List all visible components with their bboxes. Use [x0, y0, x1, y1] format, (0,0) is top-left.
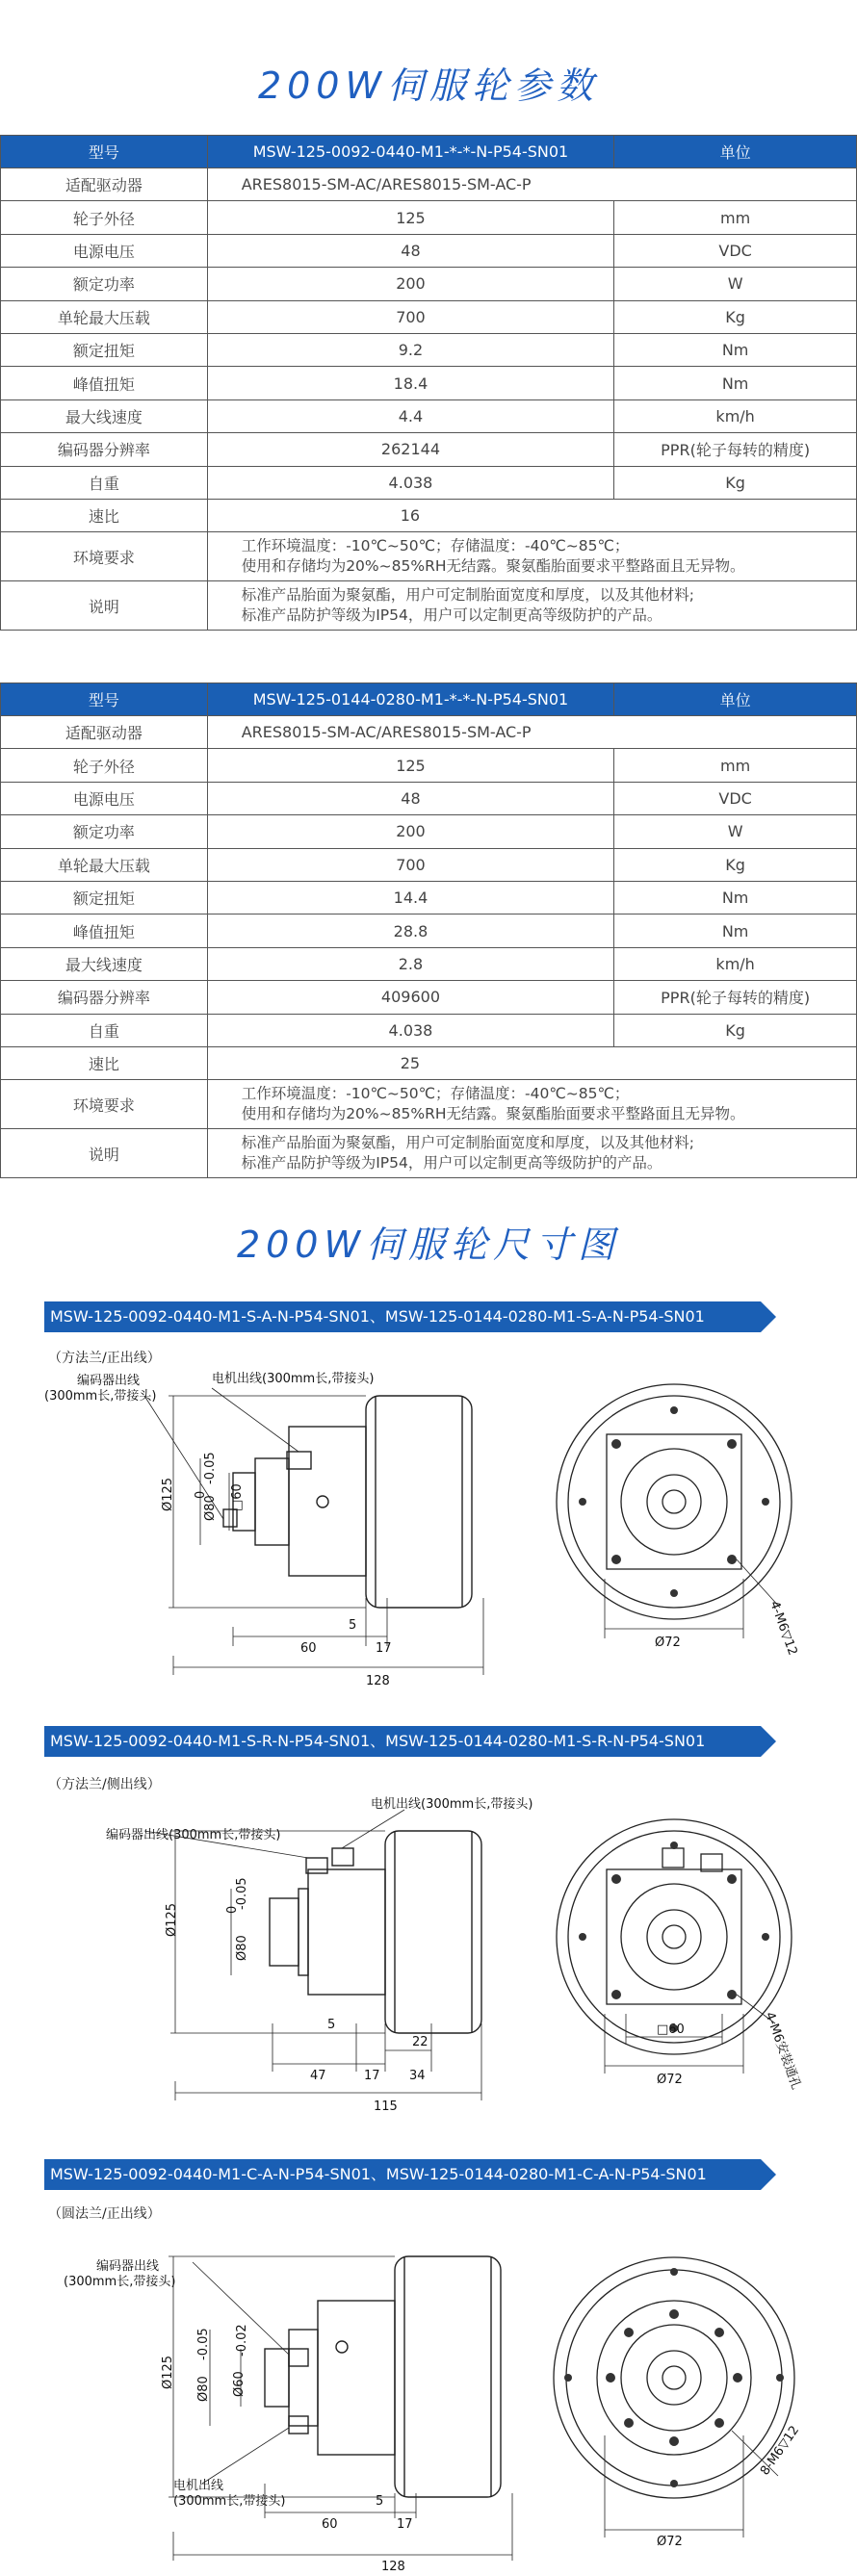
row-unit: Nm: [614, 333, 857, 366]
row-value: 4.4: [207, 399, 614, 432]
table-row: [1, 914, 857, 947]
dim-115: 115: [374, 2099, 398, 2114]
dims-title: 200W伺服轮尺寸图: [236, 1224, 621, 1266]
env-line-2: 使用和存储均为20%~85%RH无结露。聚氨酯胎面要求平整路面且无异物。: [241, 1105, 745, 1123]
dim-d72: Ø72: [657, 2535, 683, 2549]
side-view-1: [223, 1396, 472, 1608]
row-label: 电源电压: [1, 234, 208, 267]
front-dims-2: [605, 1995, 775, 2074]
row-unit: Nm: [614, 914, 857, 947]
motor-connector: [332, 1848, 353, 1866]
row-label: 适配驱动器: [1, 168, 208, 201]
row-label: 速比: [1, 499, 208, 531]
dim-d125: Ø125: [161, 2355, 175, 2389]
row-unit: Kg: [614, 300, 857, 333]
table-row: [1, 268, 857, 300]
row-unit: VDC: [614, 234, 857, 267]
dim-d72: Ø72: [657, 2073, 683, 2087]
table-row: [1, 433, 857, 466]
table-row: [1, 881, 857, 914]
table-row: [1, 1129, 857, 1178]
table-row: [1, 234, 857, 267]
wheel-tire: [385, 1831, 481, 2033]
drawing-1: [0, 1367, 857, 1694]
encoder-label-2: (300mm长,带接头): [64, 2275, 176, 2289]
dimension-lines-1: [144, 1388, 483, 1675]
row-value: 18.4: [207, 367, 614, 399]
table-row: [1, 1046, 857, 1079]
table-row: [1, 1014, 857, 1046]
row-unit: PPR(轮子每转的精度): [614, 981, 857, 1014]
table-row: [1, 399, 857, 432]
row-unit: W: [614, 268, 857, 300]
row-value: 200: [207, 815, 614, 848]
row-label: 峰值扭矩: [1, 367, 208, 399]
side-view-3: [265, 2256, 501, 2497]
row-unit: PPR(轮子每转的精度): [614, 433, 857, 466]
row-value: 28.8: [207, 914, 614, 947]
table-row: [1, 367, 857, 399]
table-header-row: [1, 683, 857, 716]
row-unit: Kg: [614, 1014, 857, 1046]
table-row: [1, 300, 857, 333]
side-view-2: [270, 1831, 481, 2033]
bolt-holes-2: [579, 1842, 769, 2032]
dim-17: 17: [364, 2069, 380, 2083]
drawing-note-1: （方法兰/正出线）: [48, 1351, 161, 1366]
table-row: [1, 815, 857, 848]
dim-17: 17: [376, 1641, 392, 1656]
row-label: 适配驱动器: [1, 716, 208, 749]
table-row: [1, 1080, 857, 1129]
encoder-label-1: 编码器出线: [77, 1374, 141, 1388]
row-label: 轮子外径: [1, 201, 208, 234]
params-title: 200W伺服轮参数: [257, 64, 600, 107]
holes-label: 8-M6▽12: [757, 2423, 803, 2479]
flange: [255, 1458, 289, 1545]
drawing-banner-1: MSW-125-0092-0440-M1-S-A-N-P54-SN01、MSW-125-0144-0280-M1-S-A-N-P54-SN01: [44, 1301, 761, 1332]
shaft-housing: [265, 2349, 289, 2407]
header-unit: 单位: [614, 683, 857, 716]
table-row: [1, 201, 857, 234]
desc-line-1: 标准产品胎面为聚氨酯，用户可定制胎面宽度和厚度，以及其他材料;: [241, 586, 694, 605]
dim-d80: Ø80: [235, 1935, 249, 1961]
front-view-2: [557, 1819, 792, 2054]
row-value: 2.8: [207, 947, 614, 980]
drawing-2: [0, 1792, 857, 2120]
holes-label: 4-M6▽12: [766, 1599, 800, 1658]
spec-table-2: [0, 683, 857, 1178]
row-unit: mm: [614, 749, 857, 782]
row-label: 最大线速度: [1, 947, 208, 980]
dim-128: 128: [381, 2560, 405, 2574]
encoder-label-2: (300mm长,带接头): [44, 1389, 157, 1404]
row-unit: Nm: [614, 367, 857, 399]
dim-tol: -0.05: [196, 2328, 211, 2360]
row-value: ARES8015-SM-AC/ARES8015-SM-AC-P: [207, 168, 856, 201]
row-label: 编码器分辨率: [1, 981, 208, 1014]
row-label: 环境要求: [1, 532, 208, 581]
row-unit: km/h: [614, 947, 857, 980]
header-model-value: MSW-125-0092-0440-M1-*-*-N-P54-SN01: [207, 136, 614, 168]
row-value: 200: [207, 268, 614, 300]
table-row: [1, 333, 857, 366]
row-value: 25: [207, 1046, 856, 1079]
row-unit: VDC: [614, 782, 857, 814]
header-unit: 单位: [614, 136, 857, 168]
row-label: 说明: [1, 581, 208, 631]
row-value: 4.038: [207, 1014, 614, 1046]
row-label: 单轮最大压载: [1, 848, 208, 881]
drawing-note-3: （圆法兰/正出线）: [48, 2206, 161, 2222]
row-label: 峰值扭矩: [1, 914, 208, 947]
row-label: 最大线速度: [1, 399, 208, 432]
dim-sq60: □60: [657, 2022, 685, 2037]
drawing-3: [0, 2224, 857, 2576]
row-value: 14.4: [207, 881, 614, 914]
encoder-label-1: 编码器出线: [96, 2259, 160, 2274]
motor-label-2: (300mm长,带接头): [173, 2494, 286, 2509]
dim-47: 47: [310, 2069, 326, 2083]
dim-5: 5: [349, 1618, 357, 1633]
bolt-holes-1: [579, 1406, 769, 1597]
header-model: 型号: [1, 136, 208, 168]
row-value: 409600: [207, 981, 614, 1014]
dim-tol: -0.05: [235, 1877, 249, 1910]
table-row: [1, 581, 857, 631]
row-value: 700: [207, 848, 614, 881]
dim-d72: Ø72: [655, 1636, 681, 1650]
dim-sq60: □60: [230, 1483, 245, 1511]
dim-d125: Ø125: [161, 1477, 175, 1511]
env-line-2: 使用和存储均为20%~85%RH无结露。聚氨酯胎面要求平整路面且无异物。: [241, 557, 745, 576]
table-row: [1, 168, 857, 201]
row-value: 700: [207, 300, 614, 333]
desc-line-1: 标准产品胎面为聚氨酯，用户可定制胎面宽度和厚度，以及其他材料;: [241, 1134, 694, 1152]
desc-line-2: 标准产品防护等级为IP54，用户可以定制更高等级防护的产品。: [241, 606, 662, 625]
dim-17: 17: [397, 2517, 413, 2532]
drawing-note-2: （方法兰/侧出线）: [48, 1777, 161, 1792]
wheel-tire: [395, 2256, 501, 2497]
dim-tol0: 0: [225, 1905, 240, 1914]
table-row: [1, 532, 857, 581]
row-unit: Nm: [614, 881, 857, 914]
dimension-lines-2: [144, 1810, 481, 2100]
dim-d80: Ø80: [203, 1495, 218, 1521]
dim-d60: Ø60: [232, 2371, 247, 2397]
motor-body: [308, 1869, 385, 1995]
table-row: [1, 848, 857, 881]
row-value: [207, 1129, 856, 1178]
motor-connector: [287, 1452, 311, 1469]
table-row: [1, 716, 857, 749]
flange: [289, 2330, 318, 2426]
header-model-value: MSW-125-0144-0280-M1-*-*-N-P54-SN01: [207, 683, 614, 716]
table-row: [1, 499, 857, 531]
dim-d80: Ø80: [196, 2376, 211, 2402]
row-label: 速比: [1, 1046, 208, 1079]
row-value: ARES8015-SM-AC/ARES8015-SM-AC-P: [207, 716, 856, 749]
row-label: 额定功率: [1, 815, 208, 848]
row-unit: Kg: [614, 848, 857, 881]
dim-5: 5: [376, 2494, 384, 2509]
row-value: 125: [207, 201, 614, 234]
encoder-connector: [306, 1858, 327, 1873]
row-value: [207, 581, 856, 631]
row-label: 额定扭矩: [1, 881, 208, 914]
dim-22: 22: [412, 2035, 428, 2049]
front-view-1: [557, 1384, 792, 1619]
motor-label-1: 电机出线: [173, 2479, 224, 2493]
row-label: 编码器分辨率: [1, 433, 208, 466]
row-value: 48: [207, 782, 614, 814]
table-row: [1, 947, 857, 980]
row-label: 电源电压: [1, 782, 208, 814]
row-value: 4.038: [207, 466, 614, 499]
row-label: 自重: [1, 1014, 208, 1046]
row-value: 9.2: [207, 333, 614, 366]
table-row: [1, 749, 857, 782]
motor-connector: [289, 2416, 308, 2434]
env-line-1: 工作环境温度：-10℃~50℃；存储温度：-40℃~85℃；: [241, 537, 630, 555]
table-row: [1, 782, 857, 814]
row-value: [207, 532, 856, 581]
drawing-banner-2: MSW-125-0092-0440-M1-S-R-N-P54-SN01、MSW-125-0144-0280-M1-S-R-N-P54-SN01: [44, 1726, 761, 1757]
spec-table-1: [0, 135, 857, 631]
motor-body: [318, 2301, 395, 2455]
row-value: 125: [207, 749, 614, 782]
encoder-label: 编码器出线(300mm长,带接头): [106, 1828, 281, 1842]
dim-tol: -0.05: [203, 1452, 218, 1484]
row-unit: km/h: [614, 399, 857, 432]
dim-tol0: 0: [194, 1490, 208, 1499]
drawing-banner-3: MSW-125-0092-0440-M1-C-A-N-P54-SN01、MSW-125-0144-0280-M1-C-A-N-P54-SN01: [44, 2159, 761, 2190]
row-value: [207, 1080, 856, 1129]
row-unit: Kg: [614, 466, 857, 499]
dim-d125: Ø125: [165, 1902, 179, 1937]
dim-60: 60: [300, 1641, 317, 1656]
dim-128: 128: [366, 1674, 390, 1688]
row-label: 额定扭矩: [1, 333, 208, 366]
dim-5: 5: [327, 2018, 336, 2032]
dim-34: 34: [409, 2069, 426, 2083]
row-label: 自重: [1, 466, 208, 499]
row-label: 说明: [1, 1129, 208, 1178]
motor-body: [289, 1427, 366, 1576]
dimension-lines-3: [169, 2256, 512, 2561]
table-row: [1, 466, 857, 499]
header-model: 型号: [1, 683, 208, 716]
row-label: 轮子外径: [1, 749, 208, 782]
desc-line-2: 标准产品防护等级为IP54，用户可以定制更高等级防护的产品。: [241, 1154, 662, 1172]
row-value: 16: [207, 499, 856, 531]
env-line-1: 工作环境温度：-10℃~50℃；存储温度：-40℃~85℃；: [241, 1085, 630, 1103]
flange: [299, 1889, 308, 1975]
row-label: 单轮最大压载: [1, 300, 208, 333]
row-label: 环境要求: [1, 1080, 208, 1129]
row-unit: W: [614, 815, 857, 848]
table-row: [1, 981, 857, 1014]
row-value: 262144: [207, 433, 614, 466]
dim-tol2: -0.02: [235, 2324, 249, 2357]
dim-60: 60: [322, 2517, 338, 2532]
motor-label: 电机出线(300mm长,带接头): [212, 1372, 375, 1386]
shaft-housing: [270, 1898, 299, 1966]
row-unit: mm: [614, 201, 857, 234]
motor-label: 电机出线(300mm长,带接头): [371, 1797, 533, 1812]
holes-label: 4-M6安装通孔: [762, 2010, 804, 2092]
encoder-connector: [289, 2349, 308, 2366]
table-header-row: [1, 136, 857, 168]
row-label: 额定功率: [1, 268, 208, 300]
front-view-3: [554, 2257, 794, 2498]
wheel-tire: [366, 1396, 472, 1608]
row-value: 48: [207, 234, 614, 267]
